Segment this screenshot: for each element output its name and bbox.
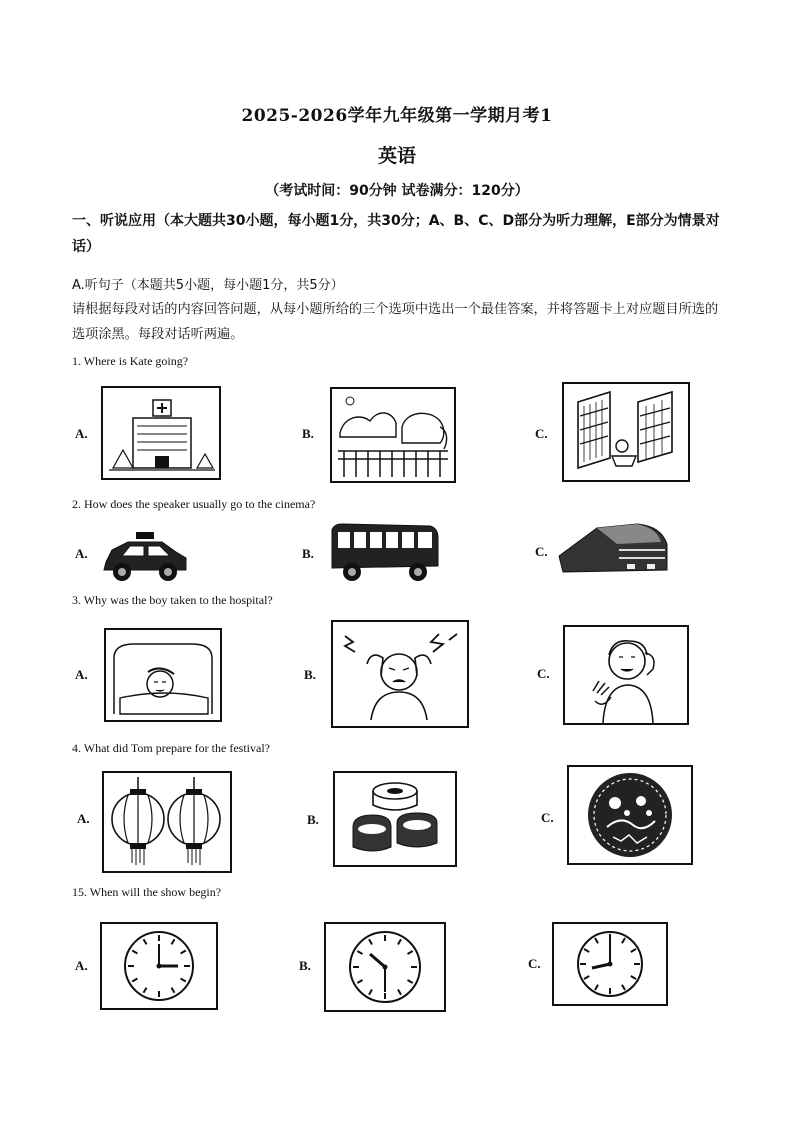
option-b-label: B. [302,426,314,441]
option-b-label: B. [299,958,311,973]
option-a-label: A. [75,667,88,682]
question-3: 3. Why was the boy taken to the hospital? [72,593,273,607]
sick-in-bed-icon [104,628,222,722]
library-icon [562,382,690,482]
question-4: 4. What did Tom prepare for the festival? [72,741,270,755]
option-c-label: C. [541,810,554,825]
clock-icon [324,922,446,1012]
hospital-icon [101,386,221,480]
option-a-label: A. [75,546,88,561]
option-a-label: A. [75,958,88,973]
option-b-label: B. [302,546,314,561]
mooncakes-icon [333,771,457,867]
option-c-label: C. [535,426,548,441]
clock-icon [100,922,218,1010]
lanterns-icon [102,771,232,873]
exam-title: 2025-2026学年九年级第一学期月考1 [241,106,553,126]
subject-title: 英语 [377,145,416,167]
taxi-icon [100,528,190,584]
option-b-label: B. [304,667,316,682]
zoo-icon [330,387,456,483]
option-b-label: B. [307,812,319,827]
train-icon [557,520,669,580]
section-heading: 一、听说应用（本大题共30小题，每小题1分，共30分；A、B、C、D部分为听力理解，E部分为情景对话） [72,213,720,255]
hurt-hand-icon [563,625,689,725]
option-c-label: C. [535,544,548,559]
part-a-title: A.听句子（本题共5小题，每小题1分，共5分） [72,278,344,293]
clock-icon [552,922,668,1006]
option-c-label: C. [528,956,541,971]
paper-cutting-icon [567,765,693,865]
question-1: 1. Where is Kate going? [72,354,189,368]
question-2: 2. How does the speaker usually go to the cinema? [72,497,316,511]
question-15: 15. When will the show begin? [72,885,222,899]
bus-icon [326,522,440,584]
option-a-label: A. [77,811,90,826]
headache-icon [331,620,469,728]
option-c-label: C. [537,666,550,681]
instructions: 请根据每段对话的内容回答问题，从每小题所给的三个选项中选出一个最佳答案，并将答题卡上对应题目所选的选项涂黑。每段对话听两遍。 [72,302,719,342]
option-a-label: A. [75,426,88,441]
exam-info: （考试时间：90分钟 试卷满分：120分） [265,183,529,199]
